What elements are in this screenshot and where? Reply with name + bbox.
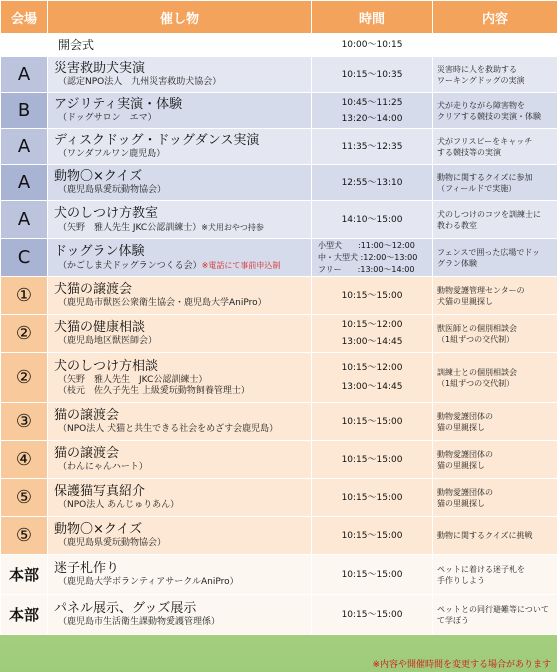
venue-cell: A: [1, 57, 48, 93]
table-row: [1, 517, 557, 555]
event-org: （鹿児島県愛玩動物協会）: [58, 538, 167, 548]
table-row: [1, 403, 557, 441]
table-row: [1, 57, 557, 93]
event-org: （NPO法人 あんじゅりあん）: [58, 500, 180, 510]
time-slot: 13:00〜14:45: [341, 381, 403, 392]
venue-cell: 本部: [1, 555, 48, 595]
desc-line: 動物愛護管理センターの: [437, 285, 525, 295]
desc-line: 犬がフリスビーをキャッチ: [437, 136, 533, 146]
time-cell: 10:15〜10:35: [312, 57, 433, 93]
table-row: [1, 201, 557, 239]
header-time: 時間: [312, 1, 433, 34]
table-row: [1, 165, 557, 201]
header-row: [1, 1, 557, 34]
event-org: （鹿児島地区獣医師会）: [58, 336, 158, 346]
desc-line: （1組ずつの交代制）: [437, 334, 515, 344]
event-org: （鹿児島市獣医公衆衛生協会・鹿児島大学AniPro）: [58, 298, 267, 308]
desc-line: 犬のしつけのコツを訓練士に: [437, 209, 541, 219]
opening-time: 10:00〜10:15: [312, 34, 433, 57]
desc-line: 犬が走りながら障害物を: [437, 100, 525, 110]
desc-line: クリアする競技の実演・体験: [437, 111, 541, 121]
opening-row: [1, 34, 557, 57]
table-row: [1, 353, 557, 403]
venue-cell: ①: [1, 277, 48, 315]
table-row: [1, 555, 557, 595]
desc-line: 動物愛護団体の: [437, 449, 493, 459]
desc-line: 犬猫の里親探し: [437, 296, 493, 306]
event-note: ※犬用おやつ持参: [201, 222, 264, 232]
time-slot: 10:15〜12:00: [341, 319, 403, 330]
event-name: ドッグラン体験: [54, 243, 145, 259]
time-cell: 14:10〜15:00: [312, 201, 433, 239]
table-row: [1, 239, 557, 277]
time-slot: 13:20〜14:00: [341, 113, 403, 124]
event-org-2: （枝元 佐久子先生 上級愛玩動物飼養管理士）: [58, 385, 250, 396]
event-name: 猫の譲渡会: [54, 446, 120, 461]
event-org: （かごしま犬ドッグランつくる会）: [58, 260, 202, 271]
time-slot: 中・大型犬 :12:00〜13:00: [318, 252, 418, 262]
desc-line: する競技等の実演: [437, 147, 501, 157]
time-cell: 10:15〜15:00: [312, 403, 433, 441]
event-name: パネル展示、グッズ展示: [54, 601, 197, 616]
event-name: アジリティ実演・体験: [54, 97, 183, 112]
event-org: （ドッグサロン エマ）: [58, 113, 157, 123]
table-row: [1, 129, 557, 165]
desc-line: 手作りしよう: [437, 575, 485, 585]
event-name: 災害救助犬実演: [54, 61, 146, 76]
time-slot: 10:45〜11:25: [341, 97, 403, 108]
event-name: ディスクドッグ・ドッグダンス実演: [54, 133, 260, 148]
desc-line: 動物に関するクイズに参加: [437, 172, 533, 182]
desc-line: 動物愛護団体の: [437, 411, 493, 421]
venue-cell: ③: [1, 403, 48, 441]
desc-line: て学ぼう: [437, 615, 469, 625]
desc-line: 猫の里親探し: [437, 498, 485, 508]
desc-line: ワーキングドッグの実演: [437, 75, 525, 85]
event-org: （鹿児島県愛玩動物協会）: [58, 185, 167, 195]
event-org: （鹿児島大学ボランティアサークルAniPro）: [58, 577, 239, 587]
event-name: 犬猫の健康相談: [54, 320, 146, 335]
venue-cell: ②: [1, 353, 48, 403]
event-org: （認定NPO法人 九州災害救助犬協会）: [58, 77, 222, 87]
opening-name: 開会式: [58, 38, 95, 52]
desc-line: （フィールドで実施）: [437, 183, 517, 193]
event-org: （矢野 雅人先生 JKC公認訓練士）: [58, 374, 208, 385]
desc-line: 猫の里親探し: [437, 460, 485, 470]
table-row: [1, 595, 557, 635]
event-name: 犬のしつけ方教室: [54, 205, 159, 221]
event-name: 動物〇×クイズ: [54, 169, 143, 184]
desc-line: 災害時に人を救助する: [437, 64, 517, 74]
event-name: 猫の譲渡会: [54, 408, 120, 423]
time-cell: 10:15〜15:00: [312, 441, 433, 479]
desc-line: 教わる教室: [437, 220, 477, 230]
venue-cell: ⑤: [1, 517, 48, 555]
table-row: [1, 93, 557, 129]
footer-note: ※内容や開催時間を変更する場合があります: [372, 660, 551, 670]
desc-line: （1組ずつの交代制）: [437, 378, 515, 388]
desc-line: 訓練士との個別相談会: [437, 367, 517, 377]
event-org: （NPO法人 犬猫と共生できる社会をめざす会鹿児島）: [58, 424, 279, 434]
venue-cell: B: [1, 93, 48, 129]
desc-line: ペットに着ける迷子札を: [437, 564, 525, 574]
event-name: 犬猫の譲渡会: [54, 282, 133, 297]
header-content: 内容: [433, 1, 557, 34]
venue-cell: C: [1, 239, 48, 277]
event-org: （矢野 雅人先生 JKC公認訓練士）: [58, 222, 202, 233]
header-venue: 会場: [1, 1, 48, 34]
time-slot: 10:15〜12:00: [341, 362, 403, 373]
time-cell: 10:15〜15:00: [312, 277, 433, 315]
time-cell: 12:55〜13:10: [312, 165, 433, 201]
desc-line: 動物愛護団体の: [437, 487, 493, 497]
event-org: （鹿児島市生活衛生課動物愛護管理係）: [58, 617, 221, 627]
desc-line: フェンスで囲った広場でドッ: [437, 247, 540, 257]
time-cell: 10:15〜15:00: [312, 555, 433, 595]
time-slot: 13:00〜14:45: [341, 336, 403, 347]
time-cell: 10:15〜15:00: [312, 517, 433, 555]
header-event: 催し物: [48, 1, 312, 34]
time-cell: 10:15〜15:00: [312, 595, 433, 635]
event-name: 動物〇×クイズ: [54, 522, 143, 537]
time-slot: フリー :13:00〜14:00: [318, 264, 415, 274]
table-row: [1, 277, 557, 315]
event-name: 犬のしつけ方相談: [54, 358, 159, 374]
event-name: 保護猫写真紹介: [54, 484, 146, 499]
venue-cell: ④: [1, 441, 48, 479]
venue-cell: A: [1, 165, 48, 201]
venue-cell: ⑤: [1, 479, 48, 517]
venue-cell: A: [1, 201, 48, 239]
time-cell: 11:35〜12:35: [312, 129, 433, 165]
desc-line: グラン体験: [437, 258, 477, 268]
event-note: ※電話にて事前申込制: [201, 260, 281, 270]
time-slot: 小型犬 :11:00〜12:00: [318, 240, 415, 250]
desc-line: 動物に関するクイズに挑戦: [437, 531, 533, 540]
desc-line: 猫の里親探し: [437, 422, 485, 432]
event-org: （ワンダフルワン鹿児島）: [58, 149, 166, 159]
table-row: [1, 315, 557, 353]
table-row: [1, 479, 557, 517]
desc-line: ペットとの同行避難等について: [437, 604, 549, 614]
venue-cell: 本部: [1, 595, 48, 635]
venue-cell: ②: [1, 315, 48, 353]
desc-line: 獣医師との個別相談会: [437, 323, 517, 333]
venue-cell: A: [1, 129, 48, 165]
event-org: （わんにゃんハート）: [58, 462, 148, 472]
table-row: [1, 441, 557, 479]
event-name: 迷子札作り: [54, 561, 120, 576]
time-cell: 10:15〜15:00: [312, 479, 433, 517]
